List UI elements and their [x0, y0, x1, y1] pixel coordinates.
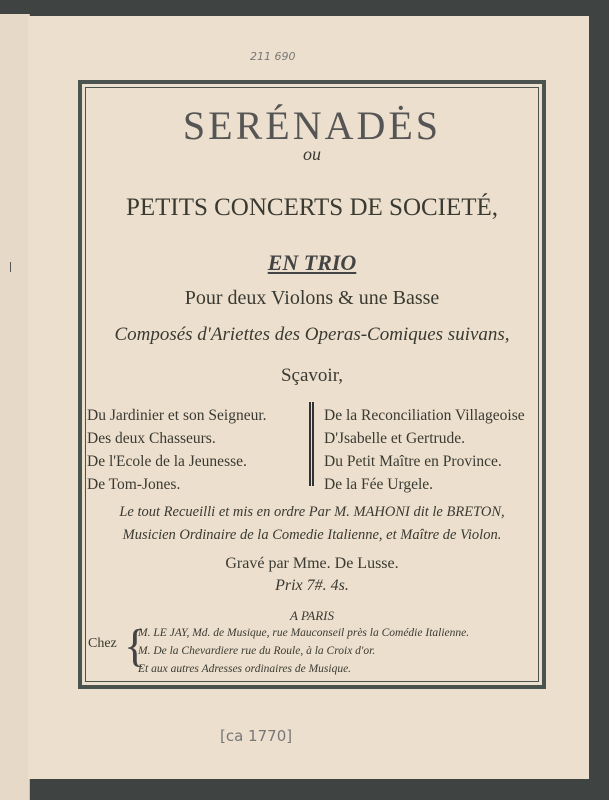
imprint-city: A PARIS [290, 608, 334, 623]
engraved-frame [78, 80, 546, 689]
opera-title: D'Jsabelle et Gertrude. [324, 430, 465, 447]
operas-left-column [87, 404, 267, 496]
brace: { [124, 620, 147, 671]
opera-title: De la Fée Urgele. [324, 476, 434, 493]
title-ou: ou [303, 144, 321, 164]
opera-title: De la Reconciliation Villageoise [324, 407, 525, 424]
opera-title: De l'Ecole de la Jeunesse. [87, 453, 247, 470]
address-line: M. De la Chevardiere rue du Roule, à la Croix d'or. [138, 645, 376, 657]
chez-label: Chez [88, 636, 117, 651]
opera-title: Du Petit Maître en Province. [324, 453, 502, 470]
instrumentation: Pour deux Violons & une Basse [184, 287, 440, 309]
accession-number: 211 690 [250, 50, 296, 63]
address-line: Et aux autres Adresses ordinaires de Musique. [138, 663, 352, 675]
operas-right-column [324, 404, 525, 496]
subtitle: PETITS CONCERTS DE SOCIETÉ, [125, 194, 499, 221]
column-divider [309, 402, 314, 486]
opera-title: Du Jardinier et son Seigneur. [87, 407, 267, 424]
main-title: SERÉNADĖS [182, 103, 442, 148]
composes-line: Composés d'Ariettes des Operas-Comiques suivans, [114, 324, 510, 345]
margin-mark [10, 262, 11, 272]
opera-title: Des deux Chasseurs. [87, 430, 216, 447]
credits-line-1: Le tout Recueilli et mis en ordre Par M. MAHONI dit le BRETON, [119, 504, 505, 520]
book-gutter [0, 14, 30, 800]
opera-title: De Tom-Jones. [87, 476, 181, 493]
handwritten-date: [ca 1770] [220, 727, 293, 745]
publisher-addresses [138, 624, 469, 678]
price: Prix 7#. 4s. [275, 577, 349, 594]
en-trio: EN TRIO [267, 250, 357, 275]
engraver: Gravé par Mme. De Lusse. [225, 555, 399, 572]
scavoir: Sçavoir, [280, 365, 344, 386]
address-line: M. LE JAY, Md. de Musique, rue Mauconseil près la Comédie Italienne. [138, 627, 470, 639]
credits-line-2: Musicien Ordinaire de la Comedie Italienne, et Maître de Violon. [122, 527, 502, 543]
